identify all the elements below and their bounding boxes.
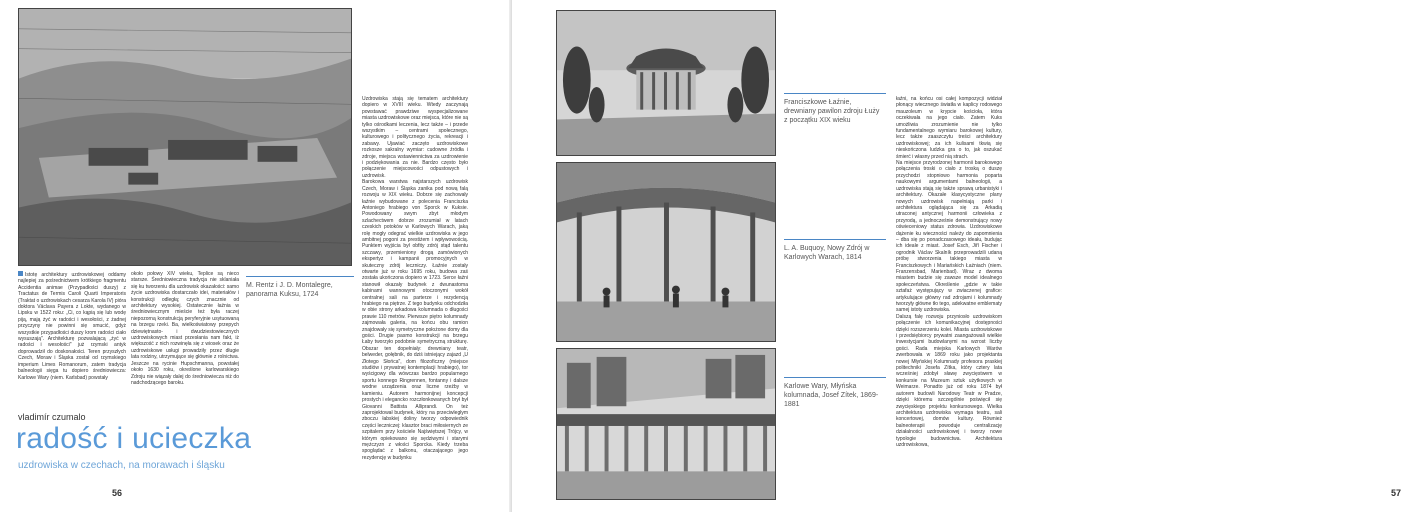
article-author: vladimír czumalo: [18, 412, 86, 422]
caption-mlynska: Karlowe Wary, Młyńska kolumnada, Josef Zítek, 1869-1881: [784, 383, 879, 408]
engraving-illustration: [557, 11, 775, 155]
article-subtitle: uzdrowiska w czechach, na morawach i śląsku: [18, 460, 225, 471]
caption-montalegre: M. Rentz i J. D. Montalegre, panorama Kuksu, 1724: [246, 282, 333, 298]
kuks-panorama-engraving: [18, 8, 352, 266]
body-column-left-2: [131, 271, 239, 386]
engraving-illustration: [557, 349, 775, 499]
caption-rule: [246, 276, 354, 277]
body-paragraph: Uzdrowiska stają się tematem architektury dopiero w XVIII wieku. Wtedy zaczynają powstawać prawdziwe wyspecjalizowane miasta uzdrowiskowe oraz miejsca, które nie są tylko ośrodkami leczenia, lecz także – i przede wszystkim – centrami społecznego, kulturowego i politycznego życia, rekreacji i zabawy. Ujawiać zaczęto uzdrowiskowe rozkosze sakralny wymiar: cudowne źródła i zdroje, miejsca wstawiennictwa za uzdrowienie i podziękowania za nie. Bardzo często było połączenie miejscowości odpustowych i uzdrowisk.: [362, 96, 468, 179]
caption-rule: [784, 93, 886, 94]
body-paragraph: Dalszą falę rozwoju przyniosło uzdrowiskom połączenie ich komunikacyjnej dostępności dzięki rozszerzeniu kolei. Miasta uzdrowiskowe i przedsiębiorcy prywatni zaangażowali wielkie inwestycjami budowlanymi na wzrost liczby gości. Rada miejska Karlowych Warów zwerbowała w 1869 roku jako projektanta nowej Młyńskiej Kolumnady profesora praskiej politechniki Josefa Zítka, który cztery lata wcześniej zdobył sławę zwycięstwem w konkursie na Muzeum sztuk użytkowych w Weimarze. Ponadto już od roku 1874 był autorem budowli Narodowy Teatr w Pradze, dzięki któremu szczególnie poświęcił się zwycięskiego projektu konkursowego. Wielka architektura uzdrowiska wymaga teatru, sali koncertowej, domów kultury. Również balneoterapii powoduje centralizację działalności uzdrowiskowej i tworzy nowe typologie budownictwa. Architektura uzdrowiskowa,: [896, 313, 1002, 448]
body-paragraph: Na miejsce przyrodzonej harmonii barokowego połączenia troski o ciało z troską o duszę przychodzi stopniowo harmonia poparta naukowymi argumentami balneologii, a uzdrowiska stają się także sprawą urbanistyki i architektury. Okazałe klasycystyczne plany nowych uzdrowisk napełniają parki i architektura oglądająca się za Arkadią utraconej antycznej harmonii człowieka z przyrodą, a jednocześnie demonstrujący nowy oświeceniowy status zdrowia. Uzdrowiskowe dążenie ku wieczności należy do zapomnienia – dba się po ponadczasowego ideału, budując ich ideale z miast. Josef Esch, Jiří Fischer i ogrodnik Václav Skalník przeprowadzili udaną próbę stworzenia takiego miasta w Franciszkowych i Mariańskich Łaźniach (niem. Franzensbad, Marienbad). Wraz z dwoma miastem budzie się zawsze model idealnego społeczeństwa. Określenie „gdzie w takie sztafaż występujący w zwiaczenej grafice: artykulujące główny rad zdrojami i kolumnady tworzyły główne tło tego, adekwatne emblematy samej istoty uzdrowiska.: [896, 160, 1002, 314]
body-column-left-1: [18, 271, 126, 381]
caption-buquoy: L. A. Buquoy, Nowy Zdrój w Karlowych Warach, 1814: [784, 245, 870, 261]
article-title: radość i ucieczka: [16, 422, 252, 455]
new-spring-engraving: [556, 162, 776, 342]
caption-pavilion: Franciszkowe Łaźnie, drewniany pawilon zdroju Łuży z początku XIX wieku: [784, 99, 880, 124]
pavilion-engraving: [556, 10, 776, 156]
mlynska-colonnade-engraving: [556, 348, 776, 500]
body-paragraph: około połowy XIV wieku, Teplice są nieco starsze. Średniowieczna tradycja nie sklaniała się ku tworzeniu dla uzdrowisk okazałości: samo życie uzdrowiska dostarczało idei, materiałów i konstrukcji odległą; czych znacznie od architektury wysokiej. Ostatecznie łaźnia w średniowiecznym mieście też była raczej niepozorną konstrukcją peryferyjnie usytuowaną na brzegu rzeki. Ba, wielkoświatowy przepych dziewiętnasto- i dwudziestowiecznych uzdrowiskowych miast przesłania nam fakt, iż większość z nich rozwinęła się z wiosek oraz że uzdrowiskowe usługi prowadziły przez długie lata rodziny, utrzymujące się głównie z rolnictwa. Jeszcze na rycinie Hupschmanna, powstałej około 1630 roku, określone karlowarskiego Zdroju nie wiązały dalej do średniowiecza niż do nadchodzącego baroku.: [131, 271, 239, 386]
body-paragraph: Barokowa warstwa najstarszych uzdrowisk Czech, Moraw i Śląska zanika pod nową falą rozwoju w XIX wieku. Dobrze się zachowały łaźnie wybudowane z polecenia Franciszka Antoniego hrabiego von Sporck w Kuksie. Powodowany swym zbyt młodym szlachectwem dobrze zrozumiał w latach czeskich potoków w Karlowych Warach, jaką rolę mogły odegrać wielkie uzdrowiska w jego ambitnej pogoni za prestiżem i wpływowością. Punktem wyjścia był obfity zdrój stąd talentu szczawy, przemieniony drogą zamówionych ekspertyz i kampanii promocyjnych w skuteczny zdrój leczniczy. Łaźnie zostały otwarte już w roku 1695 roku, budowa zaś została ukończona dopiero w 1723. Serce łaźni stanowił okazały budynek z dwunastoma kabinami wannowymi otoczonymi wokół centralnej sali na parterze i rezydencją hrabiego na piętrze. Z tego budynku odchodziła w obie strony arkadowa kolumnada o długości prawie 110 metrów. Pierwsze piętro kolumnady zajmowała galeria, na końcu obu ramion znajdowały się symetryczne położone domy dla gości. Drugie pasmo konstrukcji na brzegu Łaby tworzyło podobnie symetryczną strukturę. Obszar ten dopełniały: drewniany teatr, belweder, gołębnik, do dziś istniejący zajazd „U Złotego Słońca", dom filozoficzny (miejsce studiów i prywatnej kontemplacji hrabiego), tor wyścigowy dla wówczas bardzo popularnego sportu konnego Ringrennen, fontanny i dalsze wodne urządzenia oraz liczne rzeźby w kamieniu. Autorem harmonijnej koncepcji prostych i elegancko rozczłonkowanych brył był Giovanni Battista Alliprandi. On też zaprojektował budynek, który na przeciwległym zboczu łabskiej doliny tworzy odpowiednik części leczniczej: klasztor braci miłosiernych ze szpitalem przy kościele Najświętszej Trójcy, w którym opiekowano się sędziwymi i starymi mężczyzn z włości Sporcka. Kiedy trzeba spoglądać z balkonu, otaczającego jego rezydencję w budynku: [362, 179, 468, 461]
body-column-right: [896, 96, 1002, 448]
page-number-left: 56: [112, 488, 123, 498]
body-paragraph: Istotę architektury uzdrowiskowej oddamy najlepiej za pośrednictwem krótkiego fragmentu Accidentia animae (Przypadłości duszy) z Tractatus de Termis Caroli Quarti Imperatoris (Traktat o uzdrowiskach cesarza Karola IV) pióra doktora Václava Payera z Lokte, wydanego w Lipsku w 1522 roku: „Ci, co kąpią się lub wodę piją, mają żyć w radości i wesołości, z żadnej przyczyny nie powinni się smucić, gdyż wszystkie przypadłości duszy krom radości ciało wysuszają". Architekturę pozwalającą „żyć w radości i wesołości" już rzymski antyk doprowadził do doskonałości. Teren przyszłych Czech, Moraw i Śląska został od rzymskiego imperium Limes Romanorum, zatem tradycja balneologii sięga tu dopiero średniowiecza: Karlowe Wary (niem. Karlsbad) powstały: [18, 272, 126, 381]
caption-rule: [784, 239, 886, 240]
engraving-illustration: [19, 9, 351, 265]
page-number-right: 57: [1391, 488, 1401, 498]
engraving-illustration: [557, 163, 775, 341]
caption-rule: [784, 377, 886, 378]
section-marker-square: [18, 271, 23, 276]
body-paragraph: łaźni, na końcu osi całej kompozycji widział płonący wiecznego światła w kaplicy rodowego mauzoleum w krypcie kościoła, która oczekiwała na jego ciało. Zatem Kuks umożliwia zrozumienie nie tylko fundamentalnego wymiaru barokowej kultury, lecz także zaaszczytu treści architektury uzdrowiskowej; za ich kulisami tkwią się nieskończona ludzka gra o to, jak oszukać śmierć i własny przed nią strach.: [896, 96, 1002, 160]
body-column-middle: [362, 96, 468, 461]
left-page: [0, 0, 512, 512]
